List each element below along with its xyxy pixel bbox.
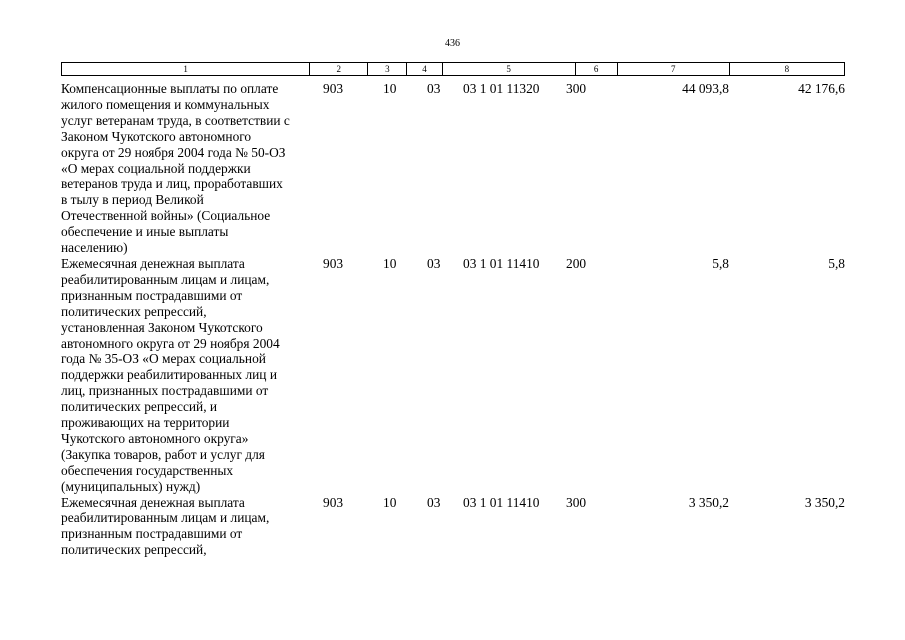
row-amount-1: 3 350,2 xyxy=(688,494,729,510)
row-code-subsection: 03 xyxy=(427,255,441,271)
page-number: 436 xyxy=(445,38,460,49)
row-code-section: 10 xyxy=(383,81,397,96)
row-amount-2: 5,8 xyxy=(828,255,845,271)
row-code-ministry: 903 xyxy=(323,255,344,271)
row-code-ministry: 903 xyxy=(323,81,344,96)
table-row xyxy=(61,256,845,495)
table-body xyxy=(61,81,845,558)
row-code-target: 03 1 01 11320 xyxy=(463,81,540,96)
row-code-target: 03 1 01 11410 xyxy=(463,494,540,510)
header-col-1: 1 xyxy=(62,63,310,75)
header-col-5: 5 xyxy=(443,63,576,75)
row-code-target: 03 1 01 11410 xyxy=(463,255,540,271)
row-code-ministry: 903 xyxy=(323,494,344,510)
header-col-4: 4 xyxy=(407,63,442,75)
header-col-2: 2 xyxy=(310,63,368,75)
table-row xyxy=(61,495,845,559)
row-amount-1: 5,8 xyxy=(712,255,729,271)
row-code-expense-type: 200 xyxy=(566,255,587,271)
table-header xyxy=(61,62,845,76)
row-code-expense-type: 300 xyxy=(566,81,587,96)
row-code-section: 10 xyxy=(383,255,397,271)
row-description: Ежемесячная денежная выплата реабилитированным лицам и лицам, признанным пострадавшими от политических репрессий, установленная Законом Чукотского автономного округа от 29 ноября 2004 года № 35-ОЗ «О мерах социальной поддержки реабилитированных лиц и лиц, признанных пострадавшими от политических репрессий, и проживающих на территории Чукотского автономного округа» (Закупка товаров, работ и услуг для обеспечения государственных (муниципальных) нужд) xyxy=(61,255,280,494)
row-amount-1: 44 093,8 xyxy=(682,81,729,96)
row-amount-2: 42 176,6 xyxy=(798,81,845,96)
row-code-section: 10 xyxy=(383,494,397,510)
header-col-7: 7 xyxy=(618,63,730,75)
row-code-subsection: 03 xyxy=(427,81,441,96)
row-code-expense-type: 300 xyxy=(566,494,587,510)
header-col-8: 8 xyxy=(784,64,790,74)
row-amount-2: 3 350,2 xyxy=(804,494,845,510)
header-col-3: 3 xyxy=(368,63,407,75)
header-col-6: 6 xyxy=(576,63,618,75)
row-description: Компенсационные выплаты по оплате жилого помещения и коммунальных услуг ветеранам труда, в соответствии с Законом Чукотского автономного округа от 29 ноября 2004 года № 50-ОЗ «О мерах социальной поддержки ветеранов труда и лиц, проработавших в тылу в период Великой Отечественной войны» (Социальное обеспечение и иные выплаты населению) xyxy=(61,81,290,256)
row-description: Ежемесячная денежная выплата реабилитированным лицам и лицам, признанным пострадавшими от политических репрессий, xyxy=(61,494,270,558)
table-row xyxy=(61,81,845,256)
row-code-subsection: 03 xyxy=(427,494,441,510)
